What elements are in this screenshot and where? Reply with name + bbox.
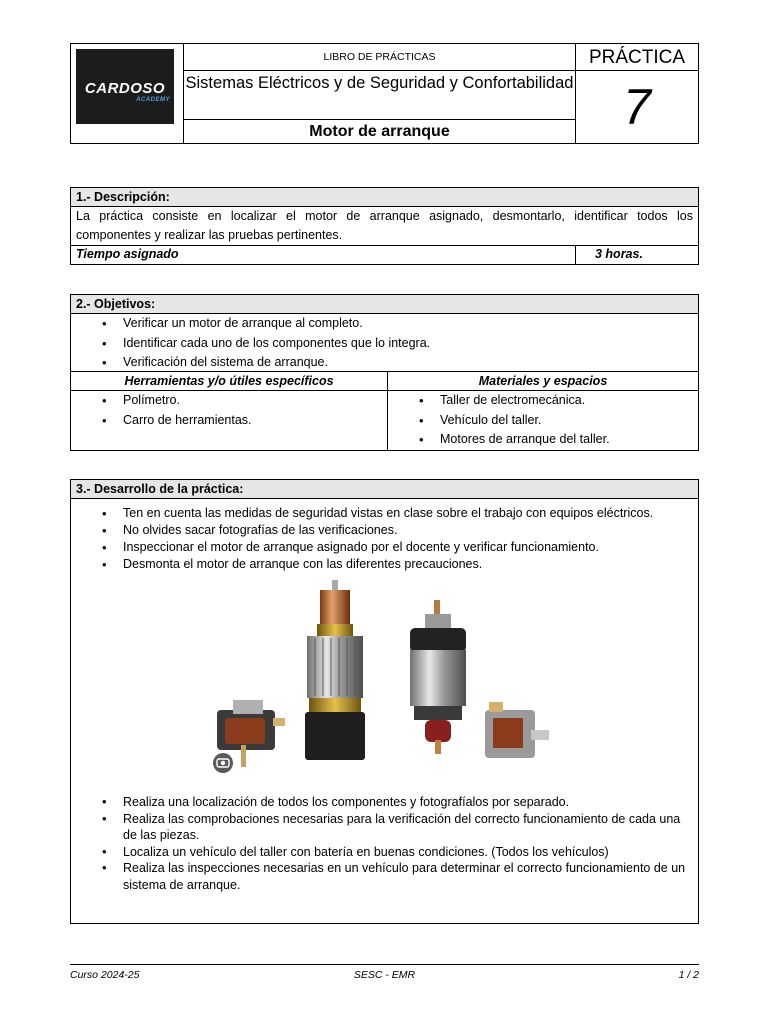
starter-motor-components-photo — [213, 580, 553, 780]
materials-heading: Materiales y espacios — [478, 374, 608, 388]
resources-body-row — [71, 391, 698, 450]
tools-list — [71, 391, 387, 430]
armature-icon — [305, 580, 365, 760]
development-steps-before — [71, 499, 698, 573]
time-label: Tiempo asignado — [76, 247, 179, 261]
header-title-cell — [184, 44, 576, 143]
list-item: • Verificar un motor de arranque al completo. — [71, 314, 698, 334]
development-steps-after — [71, 794, 698, 893]
description-text: La práctica consiste en localizar el motor de arranque asignado, desmontarlo, identificar todos los componentes y realizar las pruebas pertinentes. — [71, 207, 698, 246]
footer-page-number: 1 / 2 — [678, 969, 699, 981]
logo-subtext: ACADEMY — [136, 97, 170, 103]
logo-cell — [71, 44, 184, 143]
list-item: • No olvides sacar fotografías de las verificaciones. — [71, 522, 698, 539]
practice-header — [70, 43, 699, 144]
time-value: 3 horas. — [575, 246, 698, 264]
list-item: • Ten en cuenta las medidas de seguridad vistas en clase sobre el trabajo con equipos eléctricos. — [71, 505, 698, 522]
list-item: • Polímetro. — [71, 391, 387, 411]
development-heading: 3.- Desarrollo de la práctica: — [71, 480, 698, 499]
objectives-list — [71, 314, 698, 372]
list-item: • Localiza un vehículo del taller con batería en buenas condiciones. (Todos los vehículos) — [71, 844, 698, 861]
list-item: • Realiza las inspecciones necesarias en un vehículo para determinar el correcto funcionamiento de un sistema de arranque. — [71, 860, 698, 893]
development-section — [70, 479, 699, 924]
list-item: • Desmonta el motor de arranque con las diferentes precauciones. — [71, 556, 698, 573]
solenoid-icon — [410, 600, 466, 754]
tools-heading: Herramientas y/o útiles específicos — [71, 372, 388, 390]
cardoso-academy-logo — [76, 49, 174, 124]
objectives-heading: 2.- Objetivos: — [71, 295, 698, 314]
list-item: • Inspeccionar el motor de arranque asignado por el docente y verificar funcionamiento. — [71, 539, 698, 556]
practice-label: PRÁCTICA — [576, 44, 698, 71]
list-item: • Vehículo del taller. — [388, 411, 698, 431]
objectives-section — [70, 294, 699, 451]
tools-cell — [71, 391, 388, 450]
logo-text: CARDOSO — [84, 80, 166, 97]
subject-title: Sistemas Eléctricos y de Seguridad y Confortabilidad — [184, 71, 575, 120]
list-item: • Identificar cada uno de los componentes que lo integra. — [71, 334, 698, 354]
resources-header-row — [71, 372, 698, 391]
practice-number: 7 — [623, 79, 651, 135]
list-item: • Motores de arranque del taller. — [388, 430, 698, 450]
book-label: LIBRO DE PRÁCTICAS — [184, 44, 575, 71]
page-footer — [70, 964, 699, 984]
list-item: • Realiza una localización de todos los componentes y fotografíalos por separado. — [71, 794, 698, 811]
topic-title: Motor de arranque — [309, 123, 450, 140]
footer-module: SESC - EMR — [353, 969, 416, 981]
description-heading: 1.- Descripción: — [71, 188, 698, 207]
practice-number-cell — [576, 44, 698, 143]
list-item: • Verificación del sistema de arranque. — [71, 353, 698, 373]
time-row — [71, 246, 698, 264]
materials-cell — [388, 391, 698, 450]
description-section — [70, 187, 699, 265]
materials-list — [388, 391, 698, 450]
list-item: • Realiza las comprobaciones necesarias para la verificación del correcto funcionamiento de cada una de las piezas. — [71, 811, 698, 844]
camera-icon — [213, 753, 233, 773]
brush-holder-right-icon — [485, 702, 549, 758]
list-item: • Carro de herramientas. — [71, 411, 387, 431]
list-item: • Taller de electromecánica. — [388, 391, 698, 411]
footer-course: Curso 2024-25 — [70, 969, 140, 981]
